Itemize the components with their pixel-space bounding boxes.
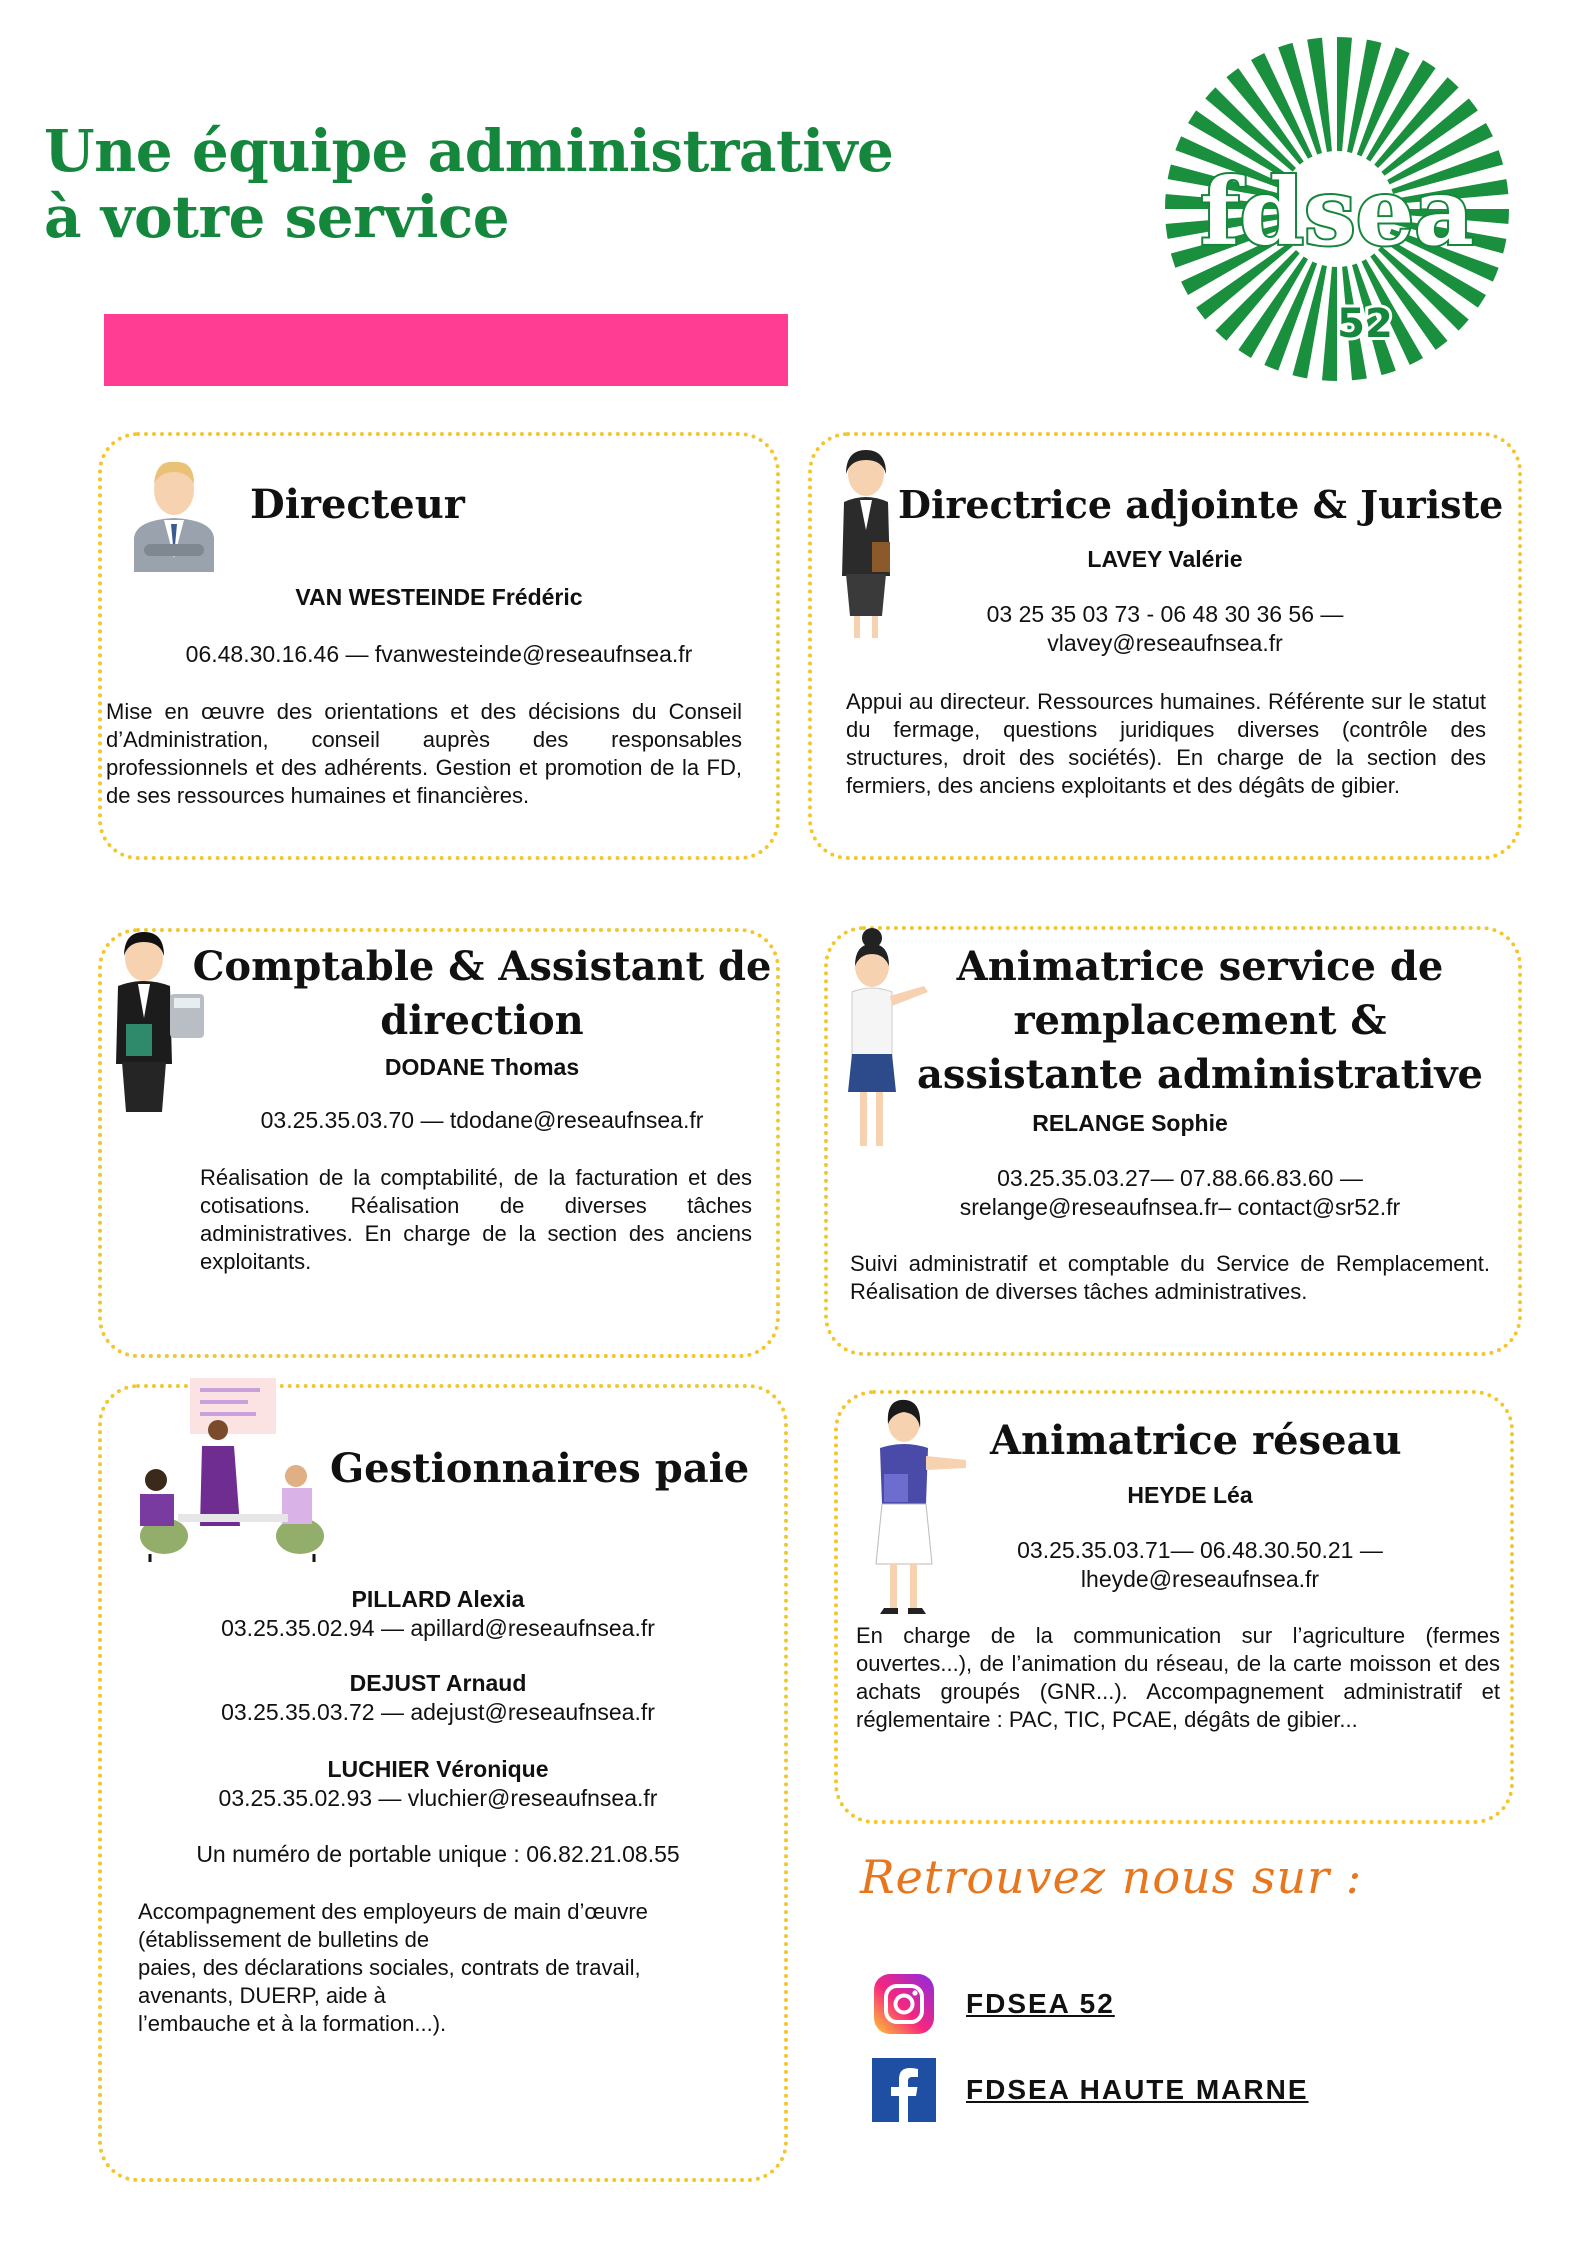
- desc-paie-line-3: paies, des déclarations sociales, contrats de travail,: [138, 1955, 641, 1980]
- name-directrice: LAVEY Valérie: [1087, 546, 1243, 572]
- pink-accent-bar: [104, 314, 788, 386]
- name-paie-1: PILLARD Alexia: [351, 1586, 525, 1612]
- title-animatrice-remplacement-line-1: Animatrice service de: [956, 943, 1444, 990]
- contact-paie-1: 03.25.35.02.94 — apillard@reseaufnsea.fr: [221, 1615, 655, 1641]
- page-title: [44, 118, 893, 250]
- name-directeur: VAN WESTEINDE Frédéric: [295, 584, 583, 610]
- desc-paie-line-1: Accompagnement des employeurs de main d’œuvre: [138, 1899, 648, 1924]
- desc-paie-line-4: avenants, DUERP, aide à: [138, 1983, 386, 2008]
- title-line-2: à votre service: [44, 183, 510, 251]
- facebook-icon: [872, 2058, 936, 2122]
- contact-animatrice-remplacement-line-2: srelange@reseaufnsea.fr– contact@sr52.fr: [959, 1194, 1401, 1220]
- desc-paie-line-2: (établissement de bulletins de: [138, 1927, 430, 1952]
- contact-animatrice-remplacement: [860, 1164, 1500, 1222]
- fdsea-logo: [1160, 32, 1514, 386]
- contact-paie-3: 03.25.35.02.93 — vluchier@reseaufnsea.fr: [218, 1785, 658, 1811]
- name-comptable: DODANE Thomas: [384, 1054, 580, 1080]
- name-animatrice-remplacement: RELANGE Sophie: [1032, 1110, 1228, 1136]
- logo-text: fdsea: [1200, 158, 1474, 266]
- contact-animatrice-reseau-line-1: 03.25.35.03.71— 06.48.30.50.21 —: [1017, 1537, 1383, 1563]
- contact-animatrice-reseau-line-2: lheyde@reseaufnsea.fr: [1080, 1566, 1320, 1592]
- title-directrice: Directrice adjointe & Juriste: [898, 482, 1504, 527]
- title-comptable: [192, 940, 772, 1048]
- desc-paie: [138, 1898, 768, 2038]
- title-comptable-line-2: direction: [380, 997, 584, 1044]
- follow-us-heading: Retrouvez nous sur :: [860, 1850, 1363, 1904]
- title-comptable-line-1: Comptable & Assistant de: [192, 943, 772, 990]
- desc-directeur: Mise en œuvre des orientations et des décisions du Conseil d’Administration, conseil auprès des responsables professionnels et des adhérents. Gestion et promotion de la FD, de ses ressources humaines et financières.: [106, 699, 742, 808]
- desc-paie-line-5: l’embauche et à la formation...).: [138, 2011, 447, 2036]
- contact-directrice: [808, 600, 1522, 658]
- contact-directrice-line-2: vlavey@reseaufnsea.fr: [1047, 630, 1283, 656]
- title-animatrice-reseau: Animatrice réseau: [990, 1417, 1402, 1464]
- title-line-1: Une équipe administrative: [44, 117, 894, 185]
- desc-comptable: Réalisation de la comptabilité, de la facturation et des cotisations. Réalisation de diverses tâches administratives. En charge de la section des anciens exploitants.: [200, 1165, 752, 1274]
- title-animatrice-remplacement-line-3: assistante administrative: [916, 1051, 1484, 1098]
- name-paie-3: LUCHIER Véronique: [327, 1756, 549, 1782]
- title-animatrice-remplacement-line-2: remplacement &: [1013, 997, 1387, 1044]
- desc-animatrice-reseau: En charge de la communication sur l’agriculture (fermes ouvertes...), de l’animation du réseau, de la carte moisson et des achats groupés (GNR...). Accompagnement administratif et réglementaire : PAC, TIC, PCAE, dégâts de gibier...: [856, 1623, 1500, 1732]
- contact-paie-2: 03.25.35.03.72 — adejust@reseaufnsea.fr: [221, 1699, 655, 1725]
- logo-number: 52: [1337, 301, 1393, 347]
- director-avatar-icon: [124, 448, 224, 572]
- name-animatrice-reseau: HEYDE Léa: [1127, 1482, 1253, 1508]
- contact-directeur: 06.48.30.16.46 — fvanwesteinde@reseaufnsea.fr: [185, 641, 693, 667]
- title-paie: Gestionnaires paie: [330, 1445, 750, 1492]
- contact-directrice-line-1: 03 25 35 03 73 - 06 48 30 36 56 —: [986, 601, 1344, 627]
- title-animatrice-remplacement: [900, 940, 1500, 1102]
- instagram-link[interactable]: [872, 1972, 1115, 2036]
- mobile-paie: Un numéro de portable unique : 06.82.21.08.55: [196, 1841, 680, 1867]
- name-paie-2: DEJUST Arnaud: [349, 1670, 527, 1696]
- contact-animatrice-reseau: [920, 1536, 1480, 1594]
- facebook-link[interactable]: [872, 2058, 1309, 2122]
- payroll-team-illustration-icon: [134, 1376, 330, 1562]
- desc-animatrice-remplacement: Suivi administratif et comptable du Service de Remplacement. Réalisation de diverses tâches administratives.: [850, 1251, 1490, 1304]
- instagram-label[interactable]: FDSEA 52: [966, 1988, 1115, 2019]
- contact-animatrice-remplacement-line-1: 03.25.35.03.27— 07.88.66.83.60 —: [997, 1165, 1363, 1191]
- contact-comptable: 03.25.35.03.70 — tdodane@reseaufnsea.fr: [260, 1107, 704, 1133]
- instagram-icon: [872, 1972, 936, 2036]
- facebook-label[interactable]: FDSEA HAUTE MARNE: [966, 2074, 1309, 2105]
- desc-directrice: Appui au directeur. Ressources humaines. Référente sur le statut du fermage, questions juridiques diverses (contrôle des structures, droit des sociétés). En charge de la section des fermiers, des anciens exploitants et des dégâts de gibier.: [846, 689, 1486, 798]
- title-directeur: Directeur: [250, 481, 465, 528]
